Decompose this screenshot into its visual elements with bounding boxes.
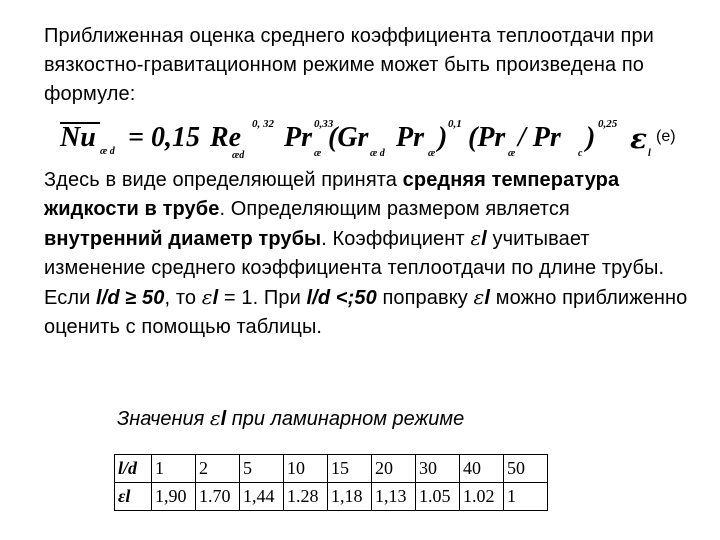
- caption-post: при ламинарном режиме: [226, 408, 465, 430]
- formula-re: Re: [210, 122, 242, 153]
- table-cell: 1,44: [240, 483, 284, 511]
- table-cell: 1,90: [152, 483, 196, 511]
- formula-pr1-sup: 0,33: [314, 118, 334, 130]
- formula-close2: ): [586, 122, 596, 153]
- epsilon-subscript: l: [212, 287, 219, 309]
- table-cell: 30: [416, 455, 460, 483]
- table-cell: 1: [152, 455, 196, 483]
- formula-nu: Nu: [60, 122, 96, 153]
- table-caption: [117, 406, 464, 431]
- formula-pr1-sub: æ: [314, 148, 322, 159]
- correction-table: [114, 454, 548, 511]
- table-cell: 1.02: [460, 483, 504, 511]
- table-cell: 1,13: [372, 483, 416, 511]
- epsilon-symbol: ε: [473, 285, 485, 309]
- intro-paragraph: Приближенная оценка среднего коэффициента теплоотдачи при вязкостно-гравитационном режиме может быть произведена по формуле:: [44, 25, 654, 105]
- epsilon-subscript: l: [481, 228, 487, 250]
- epsilon-symbol: ε: [470, 226, 482, 250]
- table-cell: 1.70: [196, 483, 240, 511]
- formula-nu-sub: æ d: [100, 146, 115, 157]
- ge-sign: ≥: [119, 287, 143, 309]
- ld-condition: l/d <;50: [306, 287, 377, 309]
- row-header-eps: εl: [115, 483, 152, 511]
- table-cell: 2: [196, 455, 240, 483]
- formula-pr3-sub: æ: [508, 148, 516, 159]
- formula-pr4-sub: c: [578, 148, 583, 159]
- formula-close2-sup: 0,25: [598, 118, 618, 130]
- formula-eps: ε: [630, 122, 648, 155]
- table-cell: 15: [328, 455, 372, 483]
- table-cell: 20: [372, 455, 416, 483]
- row-header-ld: l/d: [115, 455, 152, 483]
- text-2: . Определяющим размером является: [219, 198, 570, 220]
- formula-pr3: (Pr: [468, 122, 506, 153]
- formula-gr-sub: æ d: [370, 148, 385, 159]
- table-row-ld: [115, 455, 548, 483]
- bold-inner-diameter: внутренний диаметр трубы: [44, 228, 322, 250]
- ld-ratio: l/d: [96, 287, 120, 309]
- text-8: можно приближенно оценить с помощью таблицы.: [44, 287, 688, 338]
- table-cell: 1.28: [284, 483, 328, 511]
- text-5: , то: [164, 287, 202, 309]
- formula-close1-sup: 0,1: [448, 118, 462, 130]
- table-cell: 50: [504, 455, 548, 483]
- formula-re-sup: 0, 32: [252, 118, 274, 130]
- table-cell: 1: [504, 483, 548, 511]
- text-3: . Коэффициент: [321, 228, 471, 250]
- epsilon-subscript: l: [220, 408, 227, 430]
- table-cell: 1.05: [416, 483, 460, 511]
- explanation-paragraph: [44, 166, 690, 342]
- bold-mean-temperature: средняя температура жидкости в трубе: [44, 169, 620, 220]
- table-cell: 40: [460, 455, 504, 483]
- formula-close1: ): [438, 122, 448, 153]
- epsilon-subscript: l: [484, 287, 491, 309]
- formula: [60, 116, 660, 162]
- equation-label: (е): [656, 128, 676, 145]
- text-4: учитывает изменение среднего коэффициента теплоотдачи по длине трубы. Если: [44, 228, 665, 309]
- text-7: поправку: [376, 287, 474, 309]
- formula-pr1: Pr: [284, 122, 312, 153]
- formula-re-sub: æd: [232, 150, 245, 161]
- table-cell: 10: [284, 455, 328, 483]
- formula-coef: = 0,15: [128, 122, 200, 153]
- table-cell: 5: [240, 455, 284, 483]
- formula-eps-sub: l: [648, 148, 651, 159]
- value-50: 50: [142, 287, 165, 309]
- formula-pr2: Pr: [396, 122, 424, 153]
- text-6: = 1. При: [218, 287, 307, 309]
- table-row-eps: [115, 483, 548, 511]
- caption-pre: Значения: [117, 408, 210, 430]
- epsilon-symbol: ε: [209, 406, 221, 430]
- table-cell: 1,18: [328, 483, 372, 511]
- formula-pr2-sub: æ: [428, 148, 436, 159]
- epsilon-symbol: ε: [201, 285, 213, 309]
- formula-gr: (Gr: [328, 122, 369, 153]
- text-1: Здесь в виде определяющей принята: [44, 169, 403, 191]
- formula-slash-pr: / Pr: [518, 122, 561, 153]
